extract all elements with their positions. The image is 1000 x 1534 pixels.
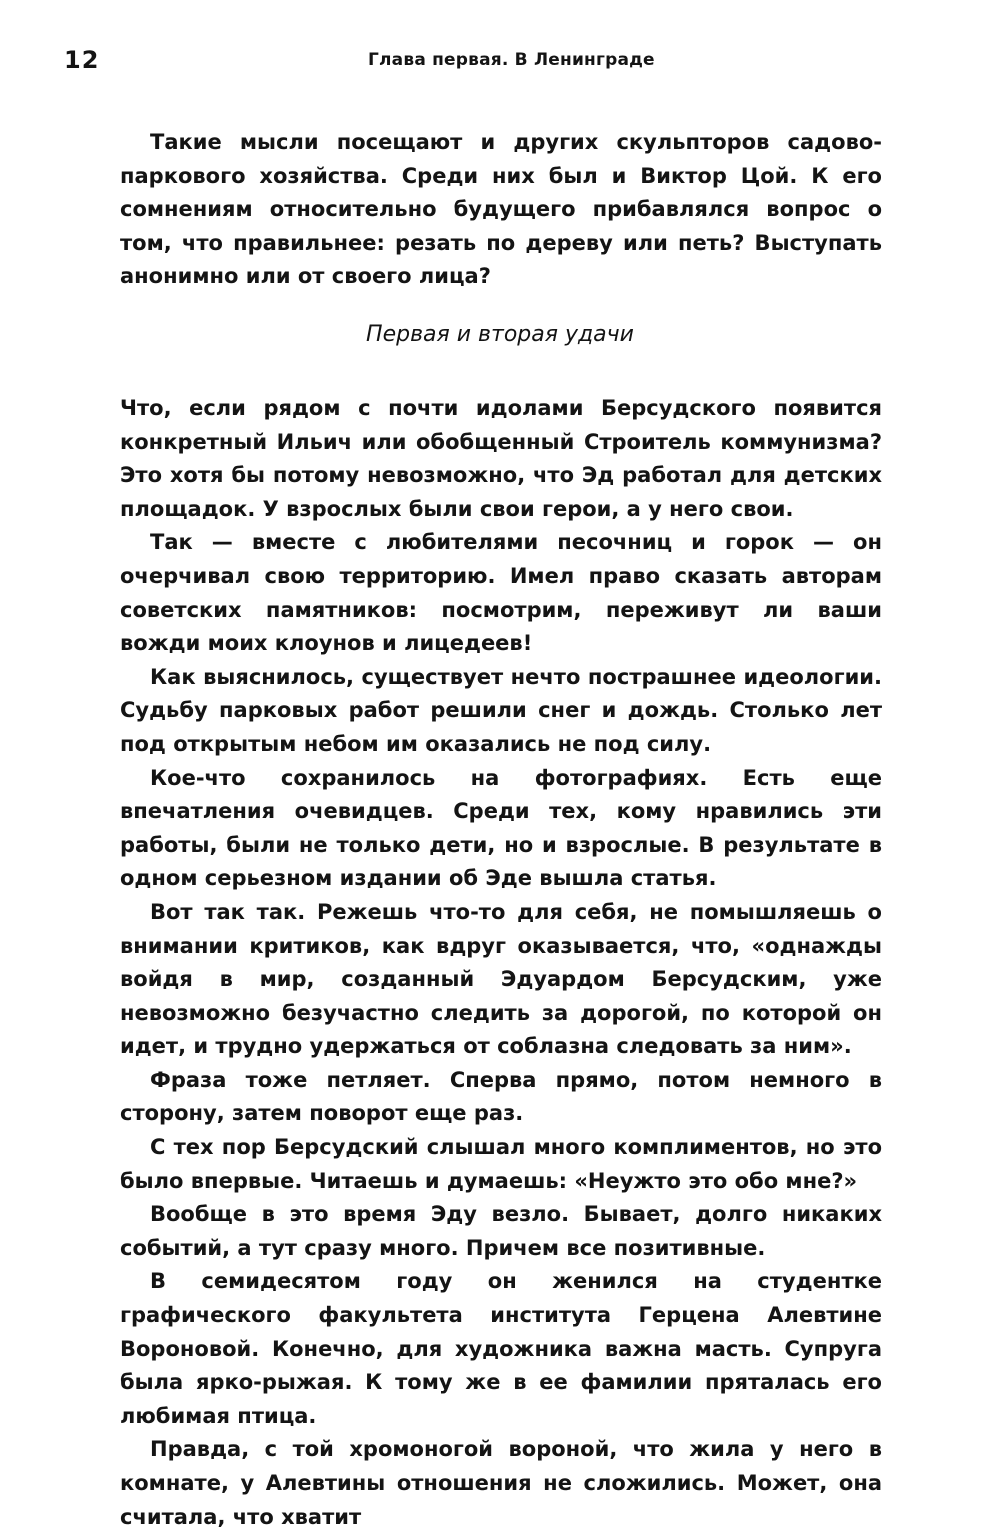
- intro-text: [120, 126, 882, 294]
- page-number: 12: [64, 46, 100, 74]
- section-text: [120, 392, 882, 1534]
- paragraph: Так — вместе с любителями песочниц и горок — он очерчивал свою территорию. Имел право сказать авторам советских памятников: посмотрим, переживут ли ваши вожди моих клоунов и лицедеев!: [120, 530, 882, 656]
- paragraph: Такие мысли посещают и других скульпторов садово-паркового хозяйства. Среди них был и Виктор Цой. К его сомнениям относительно будущего прибавлялся вопрос о том, что правильнее: резать по дереву или петь? Выступать анонимно или от своего лица?: [120, 130, 882, 289]
- paragraph: В семидесятом году он женился на студентке графического факультета института Герцена Алевтине Вороновой. Конечно, для художника важна масть. Супруга была ярко-рыжая. К тому же в ее фамилии пряталась его любимая птица.: [120, 1269, 882, 1428]
- paragraph: Как выяснилось, существует нечто пострашнее идеологии. Судьбу парковых работ решили снег и дождь. Столько лет под открытым небом им оказались не под силу.: [120, 664, 882, 756]
- paragraph: Что, если рядом с почти идолами Берсудского появится конкретный Ильич или обобщенный Строитель коммунизма? Это хотя бы потому невозможно, что Эд работал для детских площадок. У взрослых были свои герои, а у него свои.: [120, 396, 882, 521]
- paragraph: Вот так так. Режешь что-то для себя, не помышляешь о внимании критиков, как вдруг оказывается, что, «однажды войдя в мир, созданный Эдуардом Берсудским, уже невозможно безучастно следить за дорогой, по которой он идет, и трудно удержаться от соблазна следовать за ним».: [120, 899, 882, 1059]
- page-header: [64, 46, 890, 82]
- paragraph: Правда, с той хромоногой вороной, что жила у него в комнате, у Алевтины отношения не сложились. Может, она считала, что хватит: [120, 1437, 882, 1529]
- running-head: Глава первая. В Ленинграде: [368, 50, 655, 70]
- paragraph: Кое-что сохранилось на фотографиях. Есть еще впечатления очевидцев. Среди тех, кому нравились эти работы, были не только дети, но и взрослые. В результате в одном серьезном издании об Эде вышла статья.: [120, 765, 882, 891]
- paragraph: Фраза тоже петляет. Сперва прямо, потом немного в сторону, затем поворот еще раз.: [120, 1067, 882, 1126]
- paragraph: Вообще в это время Эду везло. Бывает, долго никаких событий, а тут сразу много. Причем все позитивные.: [120, 1202, 882, 1260]
- paragraph: С тех пор Берсудский слышал много комплиментов, но это было впервые. Читаешь и думаешь: «Неужто это обо мне?»: [120, 1135, 882, 1193]
- section-title: Первая и вторая удачи: [366, 322, 634, 347]
